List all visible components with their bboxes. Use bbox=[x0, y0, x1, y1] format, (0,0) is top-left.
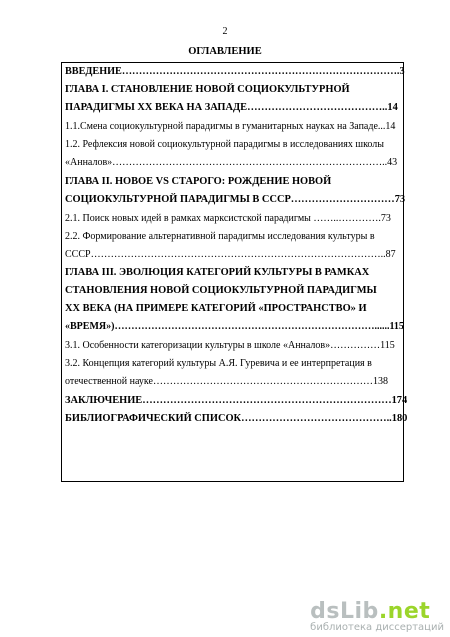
toc-entry-section-2-1: 2.1. Поиск новых идей в рамках марксистской парадигмы ……..………….73 bbox=[65, 213, 391, 224]
toc-entry-section-3-2-cont: отечественной науке…………………………………………………………138 bbox=[65, 376, 388, 387]
toc-title: ОГЛАВЛЕНИЕ bbox=[188, 46, 262, 57]
toc-entry-section-1-2-cont: «Анналов»………………………………………………………………………..43 bbox=[65, 157, 398, 168]
toc-entry-section-2-2-cont: СССР……………………………………………………………………………..87 bbox=[65, 249, 396, 260]
watermark-tagline: библиотека диссертаций bbox=[310, 622, 444, 633]
logo-main: dsLib bbox=[310, 599, 379, 624]
page-number: 2 bbox=[222, 26, 228, 37]
toc-entry-chapter-3-cont-3: «ВРЕМЯ»)……………………………………………………………………......115 bbox=[65, 321, 404, 332]
toc-entry-section-3-1: 3.1. Особенности категоризации культуры в школе «Анналов»……………115 bbox=[65, 340, 395, 351]
dslib-logo bbox=[310, 599, 444, 624]
toc-entry-bibliography: БИБЛИОГРАФИЧЕСКИЙ СПИСОК……………………………………..180 bbox=[65, 413, 408, 424]
toc-entry-chapter-3: ГЛАВА III. ЭВОЛЮЦИЯ КАТЕГОРИЙ КУЛЬТУРЫ В РАМКАХ bbox=[65, 267, 370, 278]
toc-entry-chapter-2-cont: СОЦИОКУЛЬТУРНОЙ ПАРАДИГМЫ В СССР…………………………73 bbox=[65, 194, 406, 205]
toc-entry-conclusion: ЗАКЛЮЧЕНИЕ………………………………………………………………174 bbox=[65, 395, 408, 406]
toc-entry-introduction: ВВЕДЕНИЕ……………………………………………………………………….3 bbox=[65, 66, 405, 77]
toc-entry-section-1-1: 1.1.Смена социокультурной парадигмы в гуманитарных науках на Западе...14 bbox=[65, 121, 396, 132]
toc-entry-chapter-3-cont-2: XX ВЕКА (НА ПРИМЕРЕ КАТЕГОРИЙ «ПРОСТРАНСТВО» И bbox=[65, 303, 367, 314]
dslib-watermark bbox=[310, 599, 444, 633]
toc-entry-chapter-2: ГЛАВА II. НОВОЕ VS СТАРОГО: РОЖДЕНИЕ НОВОЙ bbox=[65, 176, 332, 187]
logo-accent: .net bbox=[378, 599, 431, 624]
toc-entry-section-1-2: 1.2. Рефлексия новой социокультурной парадигмы в исследованиях школы bbox=[65, 139, 385, 150]
toc-entry-chapter-1: ГЛАВА I. СТАНОВЛЕНИЕ НОВОЙ СОЦИОКУЛЬТУРНОЙ bbox=[65, 84, 350, 95]
toc-entry-chapter-1-cont: ПАРАДИГМЫ XX ВЕКА НА ЗАПАДЕ…………………………………..14 bbox=[65, 102, 398, 113]
toc-entry-chapter-3-cont-1: СТАНОВЛЕНИЯ НОВОЙ СОЦИОКУЛЬТУРНОЙ ПАРАДИГМЫ bbox=[65, 285, 377, 296]
toc-entry-section-2-2: 2.2. Формирование альтернативной парадигмы исследования культуры в bbox=[65, 231, 375, 242]
toc-entry-section-3-2: 3.2. Концепция категорий культуры А.Я. Гуревича и ее интерпретация в bbox=[65, 358, 372, 369]
